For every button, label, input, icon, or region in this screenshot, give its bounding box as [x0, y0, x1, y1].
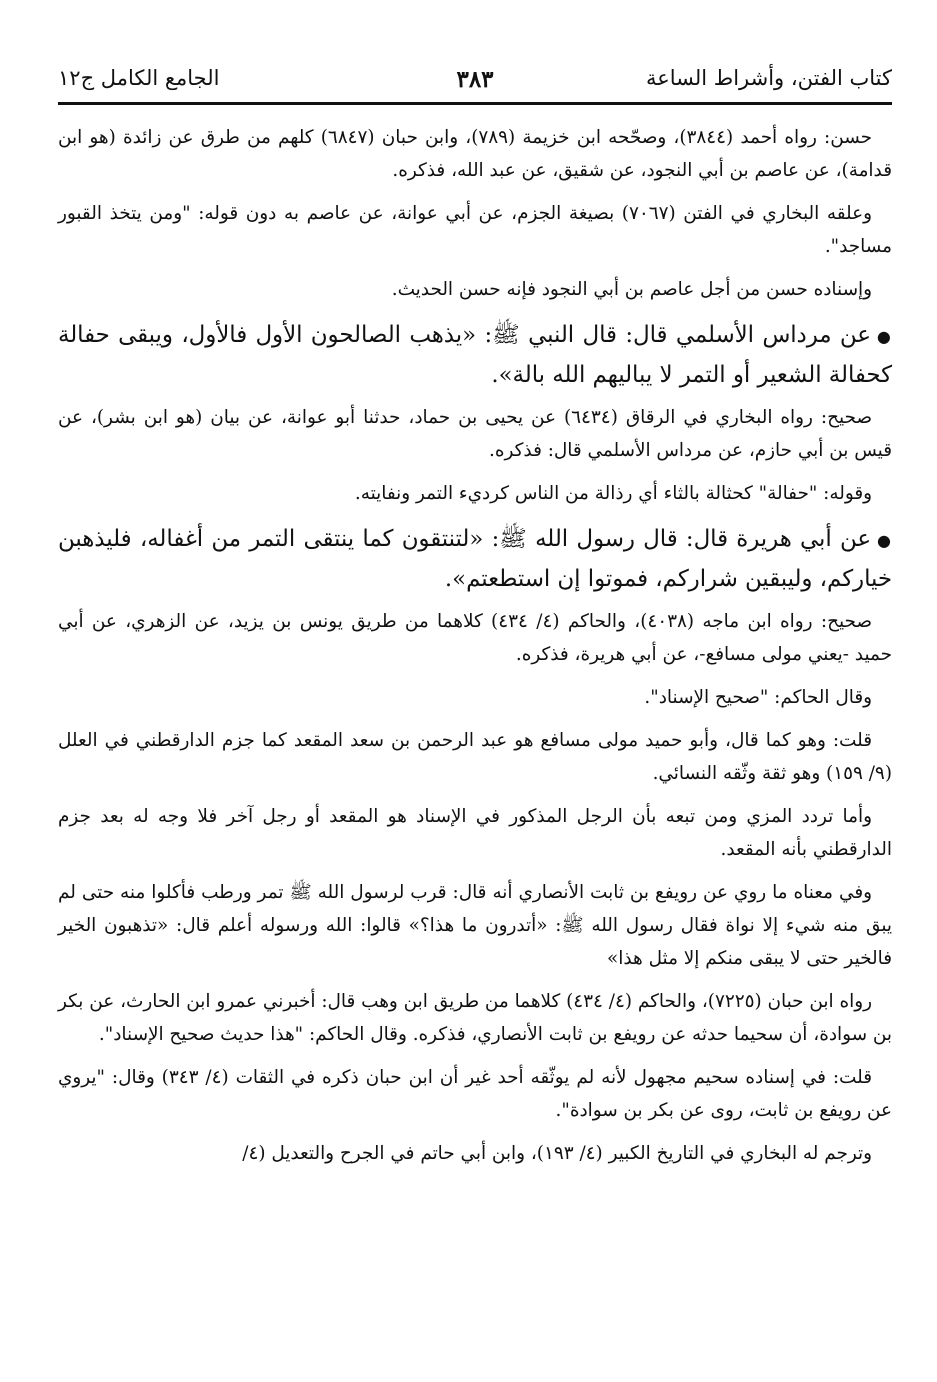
hadith-paragraph [58, 520, 892, 599]
paragraph-text: قلت: في إسناده سحيم مجهول لأنه لم يوثّقه أحد غير أن ابن حبان ذكره في الثقات (٤/ ٣٤٣) وقال: "يروي عن رويفع بن ثابت، روى عن بكر بن سوادة". [58, 1067, 892, 1121]
commentary-paragraph [58, 477, 892, 510]
paragraph-text: وأما تردد المزي ومن تبعه بأن الرجل المذكور في الإسناد هو المقعد أو رجل آخر فلا وجه له بعد جزم الدارقطني بأنه المقعد. [58, 806, 892, 860]
paragraph-text: عن أبي هريرة قال: قال رسول الله ﷺ: «لتنتقون كما ينتقى التمر من أغفاله، فليذهبن خياركم، وليبقين شراركم، فموتوا إن استطعتم». [58, 526, 892, 592]
commentary-paragraph [58, 724, 892, 790]
paragraph-text: حسن: رواه أحمد (٣٨٤٤)، وصحّحه ابن خزيمة (٧٨٩)، وابن حبان (٦٨٤٧) كلهم من طرق عن زائدة (هو ابن قدامة)، عن عاصم بن أبي النجود، عن شقيق، عن عبد الله، فذكره. [58, 127, 892, 181]
commentary-paragraph [58, 121, 892, 187]
paragraph-text: وفي معناه ما روي عن رويفع بن ثابت الأنصاري أنه قال: قرب لرسول الله ﷺ تمر ورطب فأكلوا منه حتى لم يبق منه شيء إلا نواة فقال رسول الله ﷺ: «أتدرون ما هذا؟» قالوا: الله ورسوله أعلم قال: «تذهبون الخير فالخير حتى لا يبقى منكم إلا مثل هذا» [58, 882, 892, 969]
paragraph-text: وقوله: "حفالة" كحثالة بالثاء أي رذالة من الناس كرديء التمر ونفايته. [354, 483, 872, 504]
page-body [58, 121, 892, 1170]
paragraph-text: صحيح: رواه ابن ماجه (٤٠٣٨)، والحاكم (٤/ ٤٣٤) كلاهما من طريق يونس بن يزيد، عن الزهري، عن أبي حميد -يعني مولى مسافع-، عن أبي هريرة، فذكره. [58, 611, 892, 665]
paragraph-text: وعلقه البخاري في الفتن (٧٠٦٧) بصيغة الجزم، عن أبي عوانة، عن عاصم به دون قوله: "ومن يتخذ القبور مساجد". [58, 203, 892, 257]
paragraph-text: وترجم له البخاري في التاريخ الكبير (٤/ ١٩٣)، وابن أبي حاتم في الجرح والتعديل (٤/ [242, 1143, 872, 1164]
page-number: ٣٨٣ [456, 66, 494, 93]
bullet-icon: ● [876, 327, 892, 346]
commentary-paragraph [58, 681, 892, 714]
paragraph-text: قلت: وهو كما قال، وأبو حميد مولى مسافع هو عبد الرحمن بن سعد المقعد كما جزم الدارقطني في العلل (٩/ ١٥٩) وهو ثقة وثّقه النسائي. [58, 730, 892, 784]
bullet-icon: ● [876, 531, 892, 550]
commentary-paragraph [58, 401, 892, 467]
paragraph-text: وقال الحاكم: "صحيح الإسناد". [644, 687, 872, 708]
commentary-paragraph [58, 1137, 892, 1170]
page-header [58, 62, 892, 105]
commentary-paragraph [58, 273, 892, 306]
commentary-paragraph [58, 1061, 892, 1127]
commentary-paragraph [58, 985, 892, 1051]
paragraph-text: صحيح: رواه البخاري في الرقاق (٦٤٣٤) عن يحيى بن حماد، حدثنا أبو عوانة، عن بيان (هو ابن بشر)، عن قيس بن أبي حازم، عن مرداس الأسلمي قال: فذكره. [58, 407, 892, 461]
paragraph-text: عن مرداس الأسلمي قال: قال النبي ﷺ: «يذهب الصالحون الأول فالأول، ويبقى حفالة كحفالة الشعير أو التمر لا يباليهم الله بالة». [58, 322, 892, 388]
commentary-paragraph [58, 197, 892, 263]
book-title: الجامع الكامل ج١٢ [58, 66, 220, 90]
paragraph-text: وإسناده حسن من أجل عاصم بن أبي النجود فإنه حسن الحديث. [391, 279, 872, 300]
commentary-paragraph [58, 605, 892, 671]
commentary-paragraph [58, 876, 892, 975]
hadith-paragraph [58, 316, 892, 395]
book-page [58, 62, 892, 1180]
commentary-paragraph [58, 800, 892, 866]
paragraph-text: رواه ابن حبان (٧٢٢٥)، والحاكم (٤/ ٤٣٤) كلاهما من طريق ابن وهب قال: أخبرني عمرو ابن الحارث، عن بكر بن سوادة، أن سحيما حدثه عن رويفع بن ثابت الأنصاري، فذكره. وقال الحاكم: "هذا حديث صحيح الإسناد". [58, 991, 892, 1045]
chapter-title: كتاب الفتن، وأشراط الساعة [645, 66, 892, 90]
